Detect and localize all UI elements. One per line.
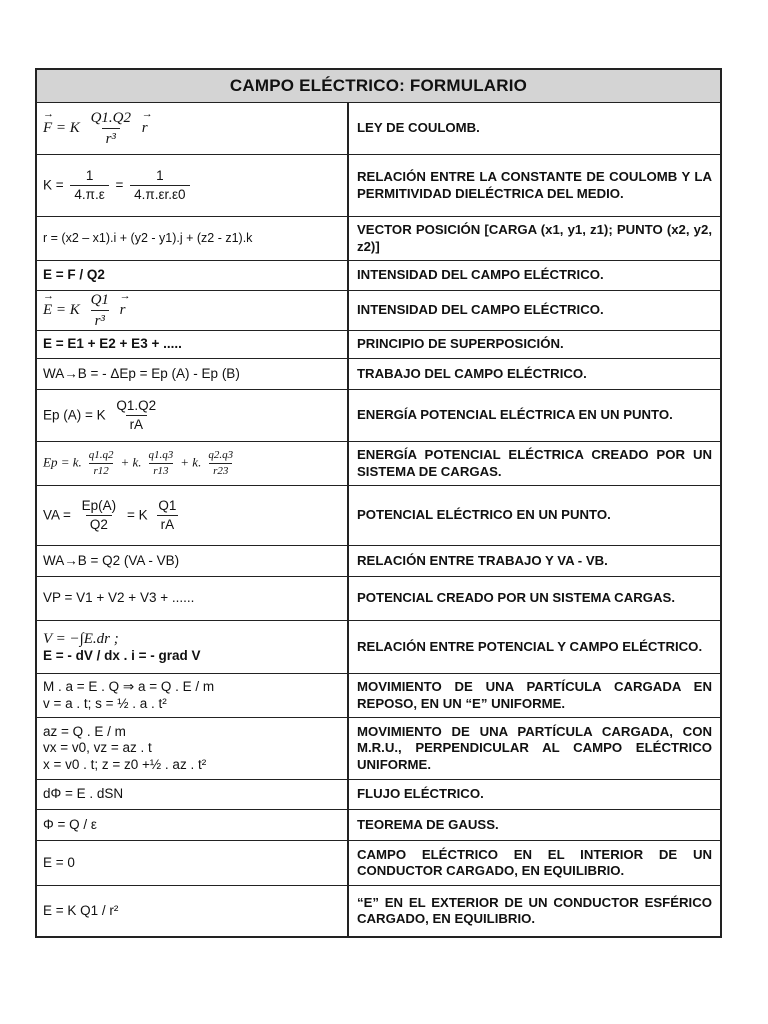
formula-text: WA→B = - ΔEp = Ep (A) - Ep (B): [43, 365, 240, 381]
formula-denominator: Q2: [86, 515, 112, 533]
formula-line: vx = v0, vz = az . t: [43, 740, 152, 756]
formula-numerator: Q1: [90, 292, 109, 308]
formula-text: dΦ = E . dSN: [43, 786, 124, 802]
formula-lhs: Ep (A) = K: [43, 407, 106, 423]
formula-text: WA→B = Q2 (VA - VB): [43, 552, 180, 568]
table-title: CAMPO ELÉCTRICO: FORMULARIO: [37, 70, 720, 103]
table-row: [37, 261, 720, 291]
formula-eq: = K: [55, 301, 80, 318]
formula-plus: + k.: [180, 454, 202, 470]
table-row: [37, 331, 720, 359]
description-cell: FLUJO ELÉCTRICO.: [357, 786, 484, 802]
description-cell: PRINCIPIO DE SUPERPOSICIÓN.: [357, 336, 564, 352]
formula-numerator: Ep(A): [81, 497, 117, 513]
formula-numerator: q1.q2: [88, 448, 114, 461]
description-cell: MOVIMIENTO DE UNA PARTÍCULA CARGADA EN REPOSO, EN UN “E” UNIFORME.: [357, 679, 712, 711]
formula-cell: [37, 103, 349, 154]
formula-cell: [37, 155, 349, 216]
formula-denominator: 4.π.ε: [70, 185, 108, 203]
description-cell: LEY DE COULOMB.: [357, 120, 480, 136]
formula-numerator: 1: [85, 167, 94, 183]
formula-text: r = (x2 – x1).i + (y2 - y1).j + (z2 - z1).k: [43, 231, 253, 245]
formula-cell: [37, 359, 349, 389]
description-cell: TRABAJO DEL CAMPO ELÉCTRICO.: [357, 365, 587, 381]
formula-cell: [37, 621, 349, 673]
description-cell: MOVIMIENTO DE UNA PARTÍCULA CARGADA, CON M.R.U., PERPENDICULAR AL CAMPO ELÉCTRICO UNIFORME.: [357, 724, 712, 772]
formula-eq: = K: [126, 507, 148, 523]
table-row: [37, 780, 720, 810]
table-row: [37, 217, 720, 261]
table-row: [37, 442, 720, 486]
formula-numerator: Q1: [158, 497, 177, 513]
formula-text: Φ = Q / ε: [43, 816, 97, 832]
formula-line: V = −∫E.dr ;: [43, 630, 119, 647]
formula-vector: → r: [120, 301, 126, 319]
table-row: [37, 810, 720, 841]
formula-denominator: 4.π.εr.ε0: [130, 185, 189, 203]
table-row: [37, 577, 720, 621]
formula-cell: [37, 442, 349, 485]
formula-lhs: Ep = k.: [43, 454, 82, 470]
formula-text: E = 0: [43, 854, 75, 870]
formula-line: az = Q . E / m: [43, 724, 126, 740]
formula-cell: [37, 841, 349, 885]
description-cell: ENERGÍA POTENCIAL ELÉCTRICA CREADO POR UN SISTEMA DE CARGAS.: [357, 447, 712, 479]
table-row: [37, 291, 720, 331]
formula-plus: + k.: [120, 454, 142, 470]
table-row: [37, 621, 720, 674]
formula-line: E = - dV / dx . i = - grad V: [43, 647, 201, 663]
formula-cell: [37, 780, 349, 809]
formula-numerator: q2.q3: [208, 448, 234, 461]
table-row: [37, 486, 720, 546]
table-row: [37, 546, 720, 577]
description-cell: RELACIÓN ENTRE LA CONSTANTE DE COULOMB Y LA PERMITIVIDAD DIELÉCTRICA DEL MEDIO.: [357, 169, 712, 201]
table-row: [37, 359, 720, 390]
formula-text: E = F / Q2: [43, 267, 105, 283]
formula-cell: [37, 331, 349, 358]
formula-numerator: Q1.Q2: [116, 397, 157, 413]
formula-cell: [37, 291, 349, 330]
formula-cell: [37, 217, 349, 260]
formula-cell: [37, 577, 349, 620]
description-cell: INTENSIDAD DEL CAMPO ELÉCTRICO.: [357, 302, 604, 318]
formula-numerator: Q1.Q2: [90, 110, 131, 126]
table-row: [37, 886, 720, 936]
formula-line: x = v0 . t; z = z0 +½ . az . t²: [43, 756, 207, 772]
description-cell: RELACIÓN ENTRE TRABAJO Y VA - VB.: [357, 552, 608, 568]
description-cell: RELACIÓN ENTRE POTENCIAL Y CAMPO ELÉCTRICO.: [357, 638, 703, 654]
formula-table: [35, 68, 722, 938]
formula-denominator: r³: [91, 310, 109, 330]
formula-text: E = K Q1 / r²: [43, 902, 119, 918]
description-cell: POTENCIAL ELÉCTRICO EN UN PUNTO.: [357, 507, 611, 523]
description-cell: CAMPO ELÉCTRICO EN EL INTERIOR DE UN CONDUCTOR CARGADO, EN EQUILIBRIO.: [357, 846, 712, 878]
formula-denominator: r12: [89, 463, 112, 478]
formula-lhs: → E: [43, 301, 52, 319]
table-row: [37, 390, 720, 442]
description-cell: ENERGÍA POTENCIAL ELÉCTRICA EN UN PUNTO.: [357, 407, 673, 423]
table-row: [37, 718, 720, 780]
formula-eq: =: [115, 177, 124, 193]
formula-eq: = K: [55, 119, 80, 136]
table-row: [37, 155, 720, 217]
formula-numerator: 1: [156, 167, 164, 183]
formula-cell: [37, 886, 349, 936]
table-row: [37, 674, 720, 718]
table-row: [37, 841, 720, 886]
formula-cell: [37, 674, 349, 717]
formula-denominator: r23: [209, 463, 232, 478]
formula-cell: [37, 546, 349, 576]
formula-cell: [37, 261, 349, 290]
description-cell: VECTOR POSICIÓN [CARGA (x1, y1, z1); PUNTO (x2, y2, z2)]: [357, 222, 712, 254]
table-row: [37, 103, 720, 155]
description-cell: INTENSIDAD DEL CAMPO ELÉCTRICO.: [357, 267, 604, 283]
formula-cell: [37, 486, 349, 545]
formula-line: v = a . t; s = ½ . a . t²: [43, 695, 167, 711]
formula-vector: → r: [142, 119, 148, 137]
formula-lhs: → F: [43, 119, 52, 137]
description-cell: “E” EN EL EXTERIOR DE UN CONDUCTOR ESFÉRICO CARGADO, EN EQUILIBRIO.: [357, 894, 712, 926]
formula-denominator: rA: [126, 415, 148, 433]
formula-lhs: K =: [43, 177, 64, 193]
formula-denominator: rA: [157, 515, 179, 533]
formula-cell: [37, 390, 349, 441]
formula-lhs: VA =: [43, 507, 71, 523]
formula-line: M . a = E . Q ⇒ a = Q . E / m: [43, 679, 215, 695]
formula-numerator: q1.q3: [148, 448, 174, 461]
formula-text: VP = V1 + V2 + V3 + ......: [43, 590, 195, 606]
formula-cell: [37, 718, 349, 779]
formula-cell: [37, 810, 349, 840]
description-cell: POTENCIAL CREADO POR UN SISTEMA CARGAS.: [357, 590, 675, 606]
formula-denominator: r³: [102, 128, 120, 148]
formula-denominator: r13: [149, 463, 172, 478]
formula-text: E = E1 + E2 + E3 + .....: [43, 336, 182, 352]
description-cell: TEOREMA DE GAUSS.: [357, 816, 499, 832]
